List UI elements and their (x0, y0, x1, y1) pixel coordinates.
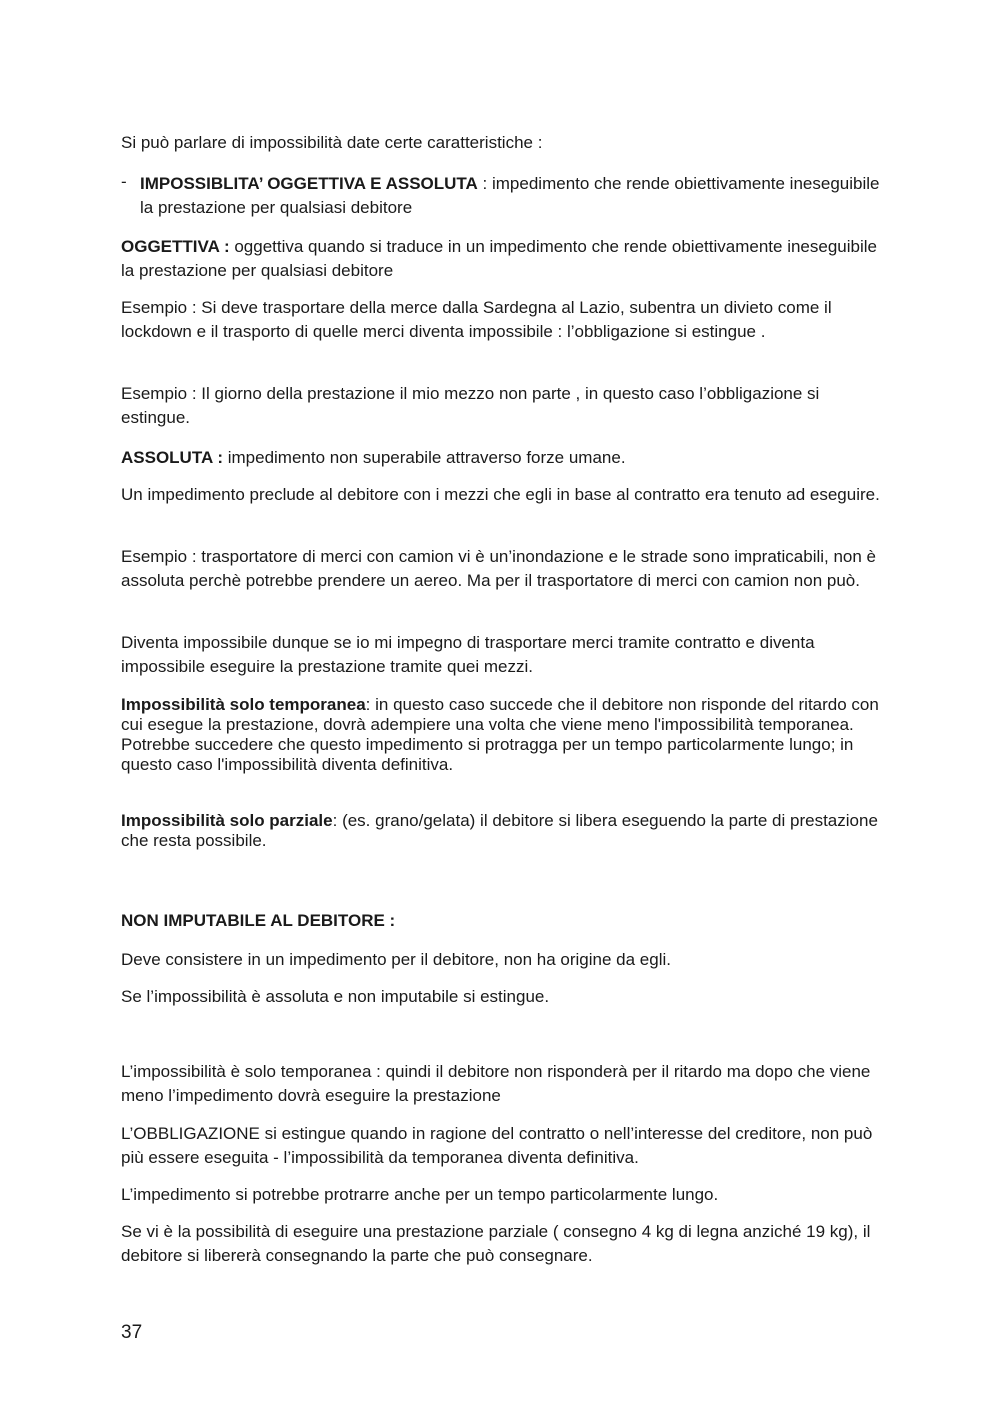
impedimento-paragraph: Un impedimento preclude al debitore con i mezzi che egli in base al contratto era tenuto ad eseguire. (121, 485, 880, 504)
esempio3-paragraph: Esempio : trasportatore di merci con camion vi è un’inondazione e le strade sono impraticabili, non è assoluta perchè potrebbe prendere un aereo. Ma per il trasportatore di merci con camion non può. (121, 547, 877, 590)
non-imputabile-heading (121, 909, 881, 933)
obbligazione-paragraph: L’OBBLIGAZIONE si estingue quando in ragione del contratto o nell’interesse del creditore, non può più essere eseguita - l’impossibilità da temporanea diventa definitiva. (121, 1124, 873, 1167)
esempio2-paragraph: Esempio : Il giorno della prestazione il mio mezzo non parte , in questo caso l’obbligazione si estingue. (121, 384, 820, 427)
assoluta-bold: ASSOLUTA : (121, 448, 223, 467)
non-imputabile-heading-text: NON IMPUTABILE AL DEBITORE : (121, 911, 396, 930)
intro-paragraph: Si può parlare di impossibilità date certe caratteristiche : (121, 133, 543, 152)
esempio1-paragraph: Esempio : Si deve trasportare della merce dalla Sardegna al Lazio, subentra un divieto come il lockdown e il trasporto di quelle merci diventa impossibile : l’obbligazione si estingue . (121, 298, 832, 341)
deve-paragraph: Deve consistere in un impedimento per il debitore, non ha origine da egli. (121, 950, 671, 969)
assoluta-text: impedimento non superabile attraverso forze umane. (223, 448, 626, 467)
assoluta-paragraph (121, 446, 881, 470)
parziale-text: : (es. grano/gelata) il debitore si libera eseguendo la parte di prestazione che resta possibile. (121, 811, 878, 850)
diventa-paragraph: Diventa impossibile dunque se io mi impegno di trasportare merci tramite contratto e diventa impossibile eseguire la prestazione tramite quei mezzi. (121, 633, 815, 676)
temporanea-bold: Impossibilità solo temporanea (121, 695, 366, 714)
oggettiva-paragraph (121, 235, 881, 283)
parziale-esempio-paragraph: Se vi è la possibilità di eseguire una prestazione parziale ( consegno 4 kg di legna anziché 19 kg), il debitore si libererà consegnando la parte che può consegnare. (121, 1222, 871, 1265)
oggettiva-text: oggettiva quando si traduce in un impedimento che rende obiettivamente ineseguibile la prestazione per qualsiasi debitore (121, 237, 877, 280)
page-number: 37 (121, 1322, 143, 1343)
bullet-bold: IMPOSSIBLITA’ OGGETTIVA E ASSOLUTA (140, 174, 478, 193)
temporanea-paragraph (121, 695, 881, 775)
temporanea-text2: Potrebbe succedere che questo impedimento si protragga per un tempo particolarmente lungo; in questo caso l'impossibilità diventa definitiva. (121, 735, 854, 774)
oggettiva-bold: OGGETTIVA : (121, 237, 230, 256)
se-assoluta-paragraph: Se l’impossibilità è assoluta e non imputabile si estingue. (121, 987, 550, 1006)
bullet-text: : impedimento che rende obiettivamente ineseguibile la prestazione per qualsiasi debitore (140, 174, 880, 217)
bullet-item-impossibilita (140, 172, 880, 220)
protrarre-paragraph: L’impedimento si potrebbe protrarre anche per un tempo particolarmente lungo. (121, 1185, 719, 1204)
parziale-paragraph (121, 811, 881, 851)
bullet-marker: - (121, 172, 127, 191)
solo-temporanea-paragraph: L’impossibilità è solo temporanea : quindi il debitore non risponderà per il ritardo ma dopo che viene meno l’impedimento dovrà eseguire la prestazione (121, 1062, 871, 1105)
parziale-bold: Impossibilità solo parziale (121, 811, 333, 830)
temporanea-text: : in questo caso succede che il debitore non risponde del ritardo con cui esegue la prestazione, dovrà adempiere una volta che viene meno l'impossibilità temporanea. (121, 695, 879, 734)
